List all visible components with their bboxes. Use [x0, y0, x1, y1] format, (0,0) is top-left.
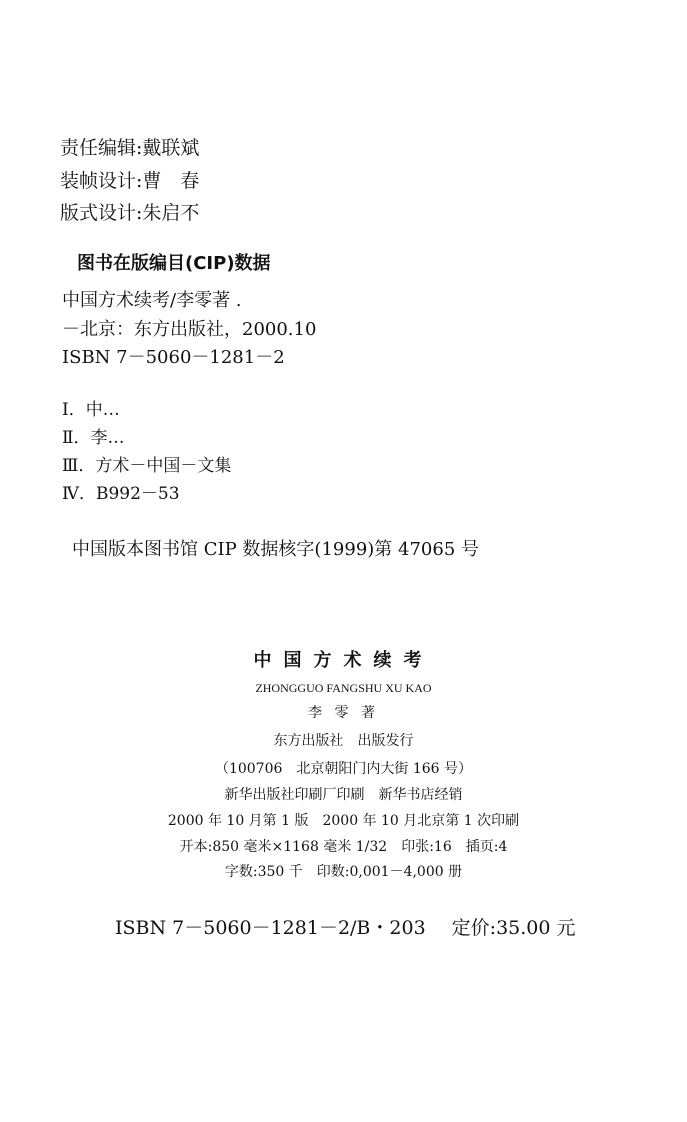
cip-isbn-line: ISBN 7－5060－1281－2	[62, 347, 285, 368]
edition-info: 2000 年 10 月第 1 版 2000 年 10 月北京第 1 次印刷	[167, 813, 520, 829]
author: 李 零 著	[308, 705, 379, 721]
cip-classification: Ⅱ．李…	[62, 428, 125, 448]
book-title-pinyin: ZHONGGUO FANGSHU XU KAO	[255, 681, 432, 695]
printer-distributor: 新华出版社印刷厂印刷 新华书店经销	[224, 787, 463, 803]
binding-designer: 装帧设计:曹 春	[60, 170, 200, 192]
isbn-price-line	[115, 916, 576, 940]
publisher-address: （100706 北京朝阳门内大街 166 号）	[214, 761, 473, 777]
cip-classification: Ⅳ．B992－53	[62, 484, 180, 504]
format-info: 开本:850 毫米×1168 毫米 1/32 印张:16 插页:4	[179, 839, 508, 855]
responsible-editor: 责任编辑:戴联斌	[60, 137, 200, 159]
cip-heading: 图书在版编目(CIP)数据	[77, 253, 271, 274]
wordcount-print-run: 字数:350 千 印数:0,001－4,000 册	[224, 864, 463, 880]
cip-classification: Ⅲ．方术－中国－文集	[62, 456, 232, 476]
book-title: 中国方术续考	[253, 650, 434, 671]
isbn-full: ISBN 7－5060－1281－2/B・203	[115, 917, 426, 939]
cip-publisher-line: －北京：东方出版社，2000.10	[62, 319, 317, 340]
cip-record-number: 中国版本图书馆 CIP 数据核字(1999)第 47065 号	[72, 539, 479, 560]
format-designer: 版式设计:朱启不	[60, 202, 200, 224]
cip-classification: Ⅰ．中…	[62, 400, 120, 420]
price: 定价:35.00 元	[451, 917, 576, 939]
publisher: 东方出版社 出版发行	[273, 733, 414, 749]
cip-title-line: 中国方术续考/李零著 .	[62, 290, 242, 311]
